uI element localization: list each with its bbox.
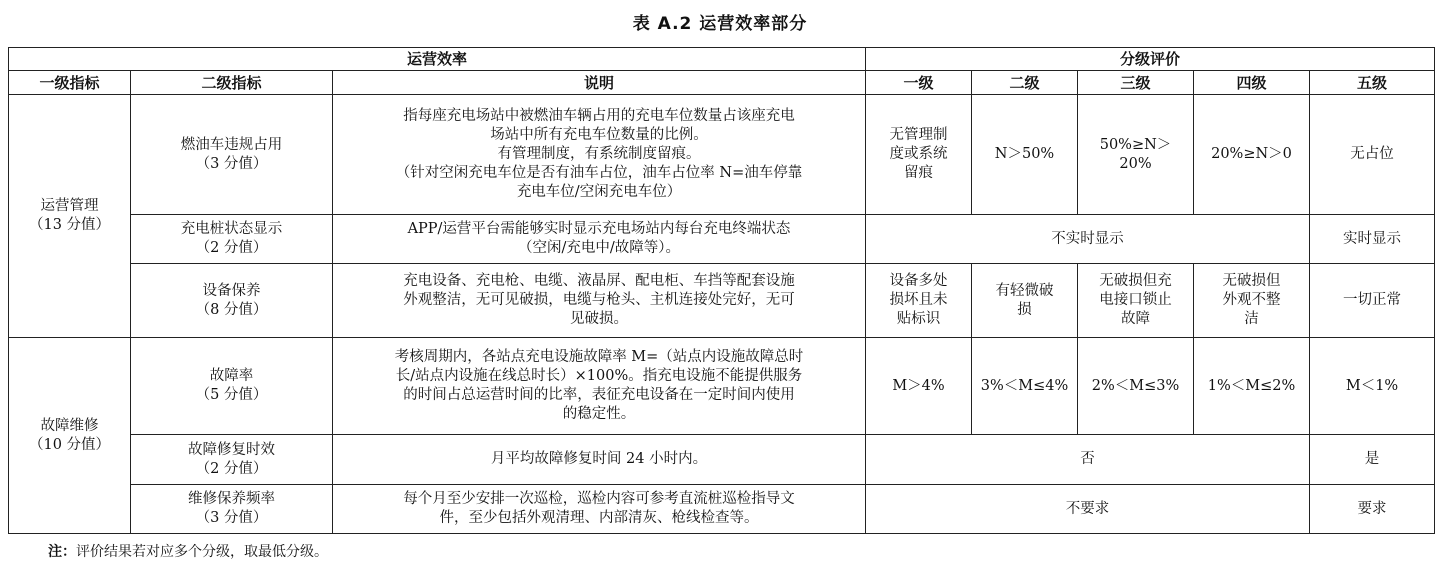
description-line: 有管理制度，有系统制度留痕。 [497,146,701,162]
header-grade-1: 一级 [866,71,972,95]
grade-5-cell [1310,215,1435,264]
section-name: 运营管理 [40,198,99,214]
grade-text: 外观不整 [1222,292,1281,308]
description-line: 见破损。 [570,311,628,327]
grade-3-cell [1078,338,1194,435]
table-row [9,435,1435,485]
description-cell [333,338,866,435]
grade-5-cell [1310,435,1435,485]
grade-1-cell [866,264,972,338]
grade-4-cell [1194,95,1310,215]
description-line: 充电车位/空闲充电车位） [516,184,682,200]
indicator-cell [131,435,333,485]
grade-5-cell [1310,338,1435,435]
indicator-cell [131,95,333,215]
header-grade-3: 三级 [1078,71,1194,95]
section-score: （10 分值） [28,436,111,453]
grade-3-cell [1078,264,1194,338]
description-line: 的时间占总运营时间的比率，表征充电设备在一定时间内使用 [403,387,795,403]
grade-text: 有轻微破 [995,282,1054,299]
grade-text: 度或系统 [889,146,948,162]
indicator-name: 设备保养 [202,282,261,299]
table-row [9,264,1435,338]
grade-3-cell [1078,95,1194,215]
section-name: 故障维修 [40,417,99,434]
header-grade-4: 四级 [1194,71,1310,95]
grade-2-cell [972,95,1078,215]
grade-text: 实时显示 [1343,230,1402,247]
grade-text: M＜1% [1345,377,1399,394]
section-cell [9,95,131,338]
description-cell [333,215,866,264]
grade-text: 1%＜M≤2% [1207,377,1296,394]
grade-text: 要求 [1357,500,1387,517]
description-line: 指每座充电场站中被燃油车辆占用的充电车位数量占该座充电 [403,108,795,124]
description-line: 件，至少包括外观清理、内部清灰、枪线检查等。 [439,510,759,526]
grade-text: 一切正常 [1343,292,1402,308]
grade-text: 损 [1017,301,1032,318]
grade-text: 无占位 [1350,146,1394,162]
grade-text: 损坏且未 [889,292,948,308]
description-line: 长/站点内设施在线总时长）×100%。指充电设施不能提供服务 [395,368,803,384]
header-group-grading: 分级评价 [866,48,1435,71]
indicator-cell [131,485,333,534]
grade-text: 3%＜M≤4% [980,377,1069,394]
indicator-name: 维修保养频率 [188,491,275,507]
footnote-text: 评价结果若对应多个分级，取最低分级。 [76,544,328,560]
indicator-score: （8 分值） [195,301,268,318]
description-cell [333,264,866,338]
header-group-efficiency: 运营效率 [9,48,866,71]
section-score: （13 分值） [28,217,111,233]
grade-merged-cell: 不要求 [866,485,1310,534]
footnote-label: 注： [48,544,76,560]
table-row [9,338,1435,435]
indicator-name: 故障修复时效 [188,441,275,458]
description-line: （针对空闲充电车位是否有油车占位，油车占位率 N=油车停靠 [395,165,803,181]
description-line: 场站中所有充电车位数量的比例。 [490,127,708,143]
description-line: 考核周期内，各站点充电设施故障率 M=（站点内设施故障总时 [394,349,804,365]
indicator-cell [131,215,333,264]
indicator-cell [131,264,333,338]
description-line: 每个月至少安排一次巡检，巡检内容可参考直流桩巡检指导文 [403,491,795,507]
header-description: 说明 [333,71,866,95]
description-line: 充电设备、充电枪、电缆、液晶屏、配电柜、车挡等配套设施 [403,273,795,289]
grade-5-cell [1310,95,1435,215]
grade-text: 设备多处 [889,273,948,289]
header-grade-5: 五级 [1310,71,1435,95]
grade-text: 50%≥N＞ [1099,136,1172,153]
indicator-name: 燃油车违规占用 [180,136,283,153]
grade-text: 2%＜M≤3% [1091,377,1180,394]
grade-text: 留痕 [904,165,934,181]
grade-merged-cell: 否 [866,435,1310,485]
grade-text: N＞50% [994,146,1055,162]
indicator-cell [131,338,333,435]
grade-text: 电接口锁止 [1099,292,1172,308]
header-level1: 一级指标 [9,71,131,95]
grade-4-cell [1194,338,1310,435]
grade-text: 无破损但 [1222,273,1281,289]
description-cell [333,435,866,485]
table-row [9,95,1435,215]
description-cell [333,485,866,534]
grade-text: 20% [1119,155,1152,172]
indicator-score: （5 分值） [195,387,268,403]
grade-1-cell [866,338,972,435]
indicator-score: （3 分值） [195,510,268,526]
efficiency-table [8,47,1435,534]
grade-merged-cell: 不实时显示 [866,215,1310,264]
grade-text: M＞4% [892,377,945,394]
grade-text: 是 [1364,451,1380,467]
indicator-name: 充电桩状态显示 [180,221,283,237]
grade-5-cell [1310,485,1435,534]
grade-text: 贴标识 [896,311,941,327]
grade-text: 洁 [1244,311,1259,327]
table-row [9,215,1435,264]
header-level2: 二级指标 [131,71,333,95]
indicator-score: （2 分值） [195,240,268,256]
grade-2-cell [972,264,1078,338]
description-line: 的稳定性。 [562,406,636,422]
grade-text: 无破损但充 [1099,273,1172,289]
description-line: 外观整洁，无可见破损，电缆与枪头、主机连接处完好，无可 [403,292,795,308]
grade-4-cell [1194,264,1310,338]
indicator-score: （2 分值） [195,460,268,477]
grade-text: 20%≥N＞0 [1211,146,1292,162]
indicator-score: （3 分值） [195,155,268,172]
description-cell [333,95,866,215]
footnote [48,541,328,561]
indicator-name: 故障率 [209,368,254,384]
description-line: （空闲/充电中/故障等）。 [517,240,681,256]
description-line: 月平均故障修复时间 24 小时内。 [490,451,708,467]
table-caption: 表 A.2 运营效率部分 [632,14,808,34]
grade-text: 故障 [1121,311,1151,327]
description-line: APP/运营平台需能够实时显示充电场站内每台充电终端状态 [407,221,791,237]
section-cell [9,338,131,534]
grade-5-cell [1310,264,1435,338]
header-grade-2: 二级 [972,71,1078,95]
grade-text: 无管理制 [889,127,948,143]
grade-2-cell [972,338,1078,435]
grade-1-cell [866,95,972,215]
table-row [9,485,1435,534]
